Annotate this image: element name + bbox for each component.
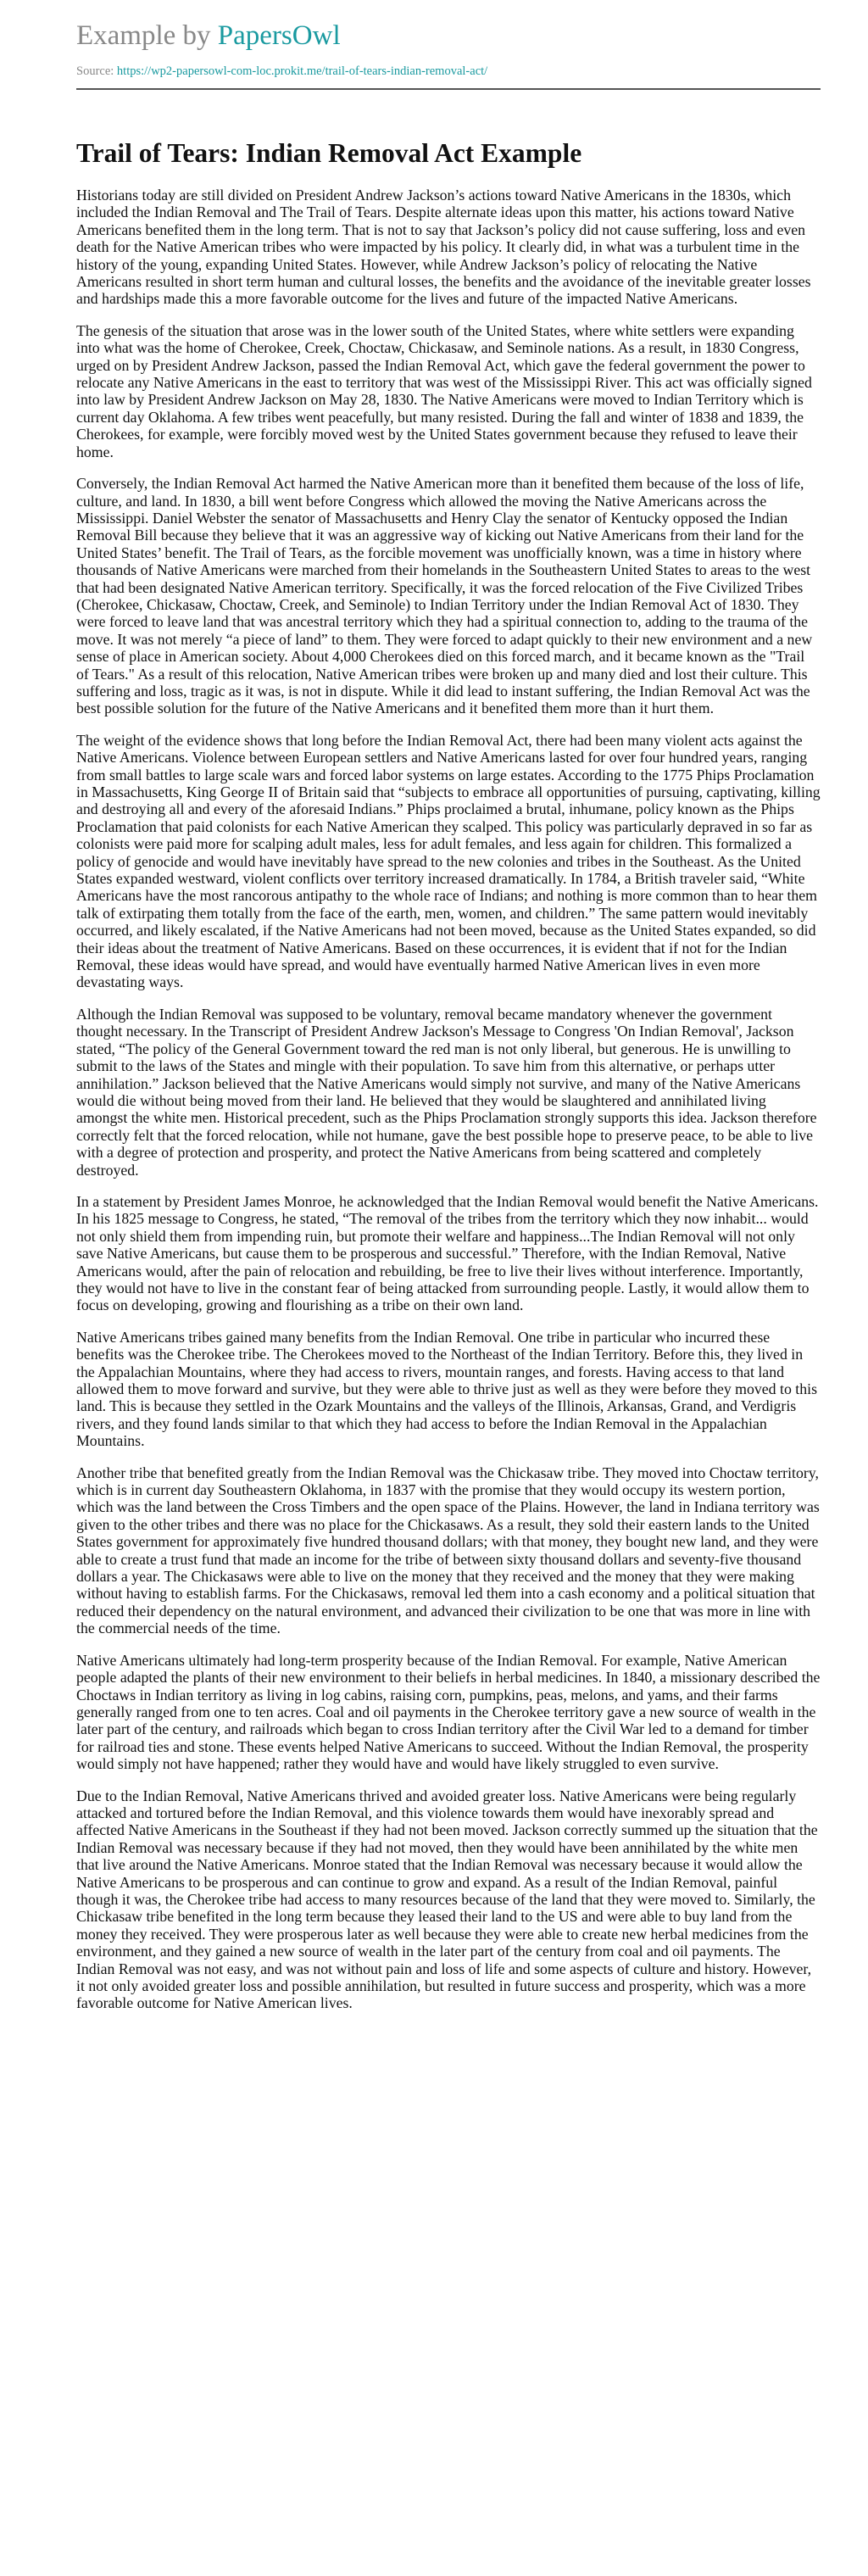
essay-paragraph: Due to the Indian Removal, Native Americans thrived and avoided greater loss. Native Americans were being regularly attacked and tortured before the Indian Removal, and this violence towards them would have inexorably spread and affected Native Americans in the Southeast if they had not been moved. Jackson correctly summed up the situation that the Indian Removal was necessary because if they had not moved, then they would have been annihilated by the white men that live around the Native Americans. Monroe stated that the Indian Removal was necessary because it would allow the Native Americans to be prosperous and can continue to grow and expand. As a result of the Indian Removal, painful though it was, the Cherokee tribe had access to many resources because of the land that they were moved to. Similarly, the Chickasaw tribe benefited in the long term because they leased their land to the US and were able to buy land from the money they received. They were prosperous later as well because they were able to create new herbal medicines from the environment, and they gained a new source of wealth in the later part of the century from coal and oil payments. The Indian Removal was not easy, and was not without pain and loss of life and some aspects of culture and history. However, it not only avoided greater loss and possible annihilation, but resulted in future success and prosperity, which was a more favorable outcome for Native American lives. — [76, 1787, 818, 2012]
essay-title: Trail of Tears: Indian Removal Act Example — [76, 138, 582, 168]
header-divider — [76, 88, 821, 90]
brand-prefix: Example by — [76, 20, 218, 51]
essay-paragraph: Native Americans ultimately had long-term prosperity because of the Indian Removal. For example, Native American people adapted the plants of their new environment to their beliefs in herbal medicines. In 1840, a missionary described the Choctaws in Indian territory as living in log cabins, raising corn, pumpkins, peas, melons, and yams, and their farms generally ranged from one to ten acres. Coal and oil payments in the Cherokee territory gave a new source of wealth in the later part of the century, and railroads which began to cross Indian territory after the Civil War led to a demand for timber for railroad ties and stone. These events helped Native Americans to succeed. Without the Indian Removal, the prosperity would simply not have happened; rather they would have and would have likely struggled to even survive. — [76, 1651, 821, 1773]
essay-paragraph: In a statement by President James Monroe, he acknowledged that the Indian Removal would benefit the Native Americans. In his 1825 message to Congress, he stated, “The removal of the tribes from the territory which they now inhabit... would not only shield them from impending ruin, but promote their welfare and happiness...The Indian Removal will not only save Native Americans, but cause them to be prosperous and successful.” Therefore, with the Indian Removal, Native Americans would, after the pain of relocation and rebuilding, be free to live their lives without interference. Importantly, they would not have to live in the constant fear of being attacked from surrounding people. Lastly, it would allow them to focus on developing, growing and flourishing as a tribe on their own land. — [76, 1192, 819, 1314]
essay-paragraph: Native Americans tribes gained many benefits from the Indian Removal. One tribe in particular who incurred these benefits was the Cherokee tribe. The Cherokees moved to the Northeast of the Indian Territory. Before this, they lived in the Appalachian Mountains, where they had access to rivers, mountain ranges, and forests. Having access to that land allowed them to move forward and survive, but they were able to thrive just as well as they were before they moved to this land. This is because they settled in the Ozark Mountains and the valleys of the Illinois, Arkansas, Grand, and Verdigris rivers, and they found lands similar to that which they had access to before the Indian Removal in the Appalachian Mountains. — [76, 1328, 817, 1450]
essay-paragraph: The genesis of the situation that arose was in the lower south of the United States, where white settlers were expanding into what was the home of Cherokee, Creek, Choctaw, Chickasaw, and Seminole nations. As a result, in 1830 Congress, urged on by President Andrew Jackson, passed the Indian Removal Act, which gave the federal government the power to relocate any Native Americans in the east to territory that was west of the Mississippi River. This act was officially signed into law by President Andrew Jackson on May 28, 1830. The Native Americans were moved to Indian Territory which is current day Oklahoma. A few tribes went peacefully, but many resisted. During the fall and winter of 1838 and 1839, the Cherokees, for example, were forcibly moved west by the United States government because they refused to leave their home. — [76, 321, 812, 460]
essay-paragraph: Historians today are still divided on President Andrew Jackson’s actions toward Native Americans in the 1830s, which included the Indian Removal and The Trail of Tears. Despite alternate ideas upon this matter, his actions toward Native Americans benefited them in the long term. That is not to say that Jackson’s policy did not cause suffering, loss and even death for the Native American tribes who were impacted by his policy. It clearly did, in what was a turbulent time in the history of the young, expanding United States. However, while Andrew Jackson’s policy of relocating the Native Americans resulted in short term human and cultural losses, the benefits and the avoidance of the inevitable greater losses and hardships made this a more favorable outcome for the lives and future of the impacted Native Americans. — [76, 187, 811, 308]
source-line — [76, 63, 821, 80]
source-url-link[interactable]: https://wp2-papersowl-com-loc.prokit.me/trail-of-tears-indian-removal-act/ — [116, 64, 488, 78]
essay-paragraph: Conversely, the Indian Removal Act harmed the Native American more than it benefited them because of the loss of life, culture, and land. In 1830, a bill went before Congress which allowed the moving the Native Americans across the Mississippi. Daniel Webster the senator of Massachusetts and Henry Clay the senator of Kentucky opposed the Indian Removal Bill because they believe that it was an aggressive way of kicking out Native Americans from their land for the United States’ benefit. The Trail of Tears, as the forcible movement was unofficially known, was a time in history where thousands of Native Americans were marched from their homelands in the Southeastern United States to areas to the west that had been designated Native American territory. Specifically, it was the forced relocation of the Five Civilized Tribes (Cherokee, Chickasaw, Choctaw, Creek, and Seminole) to Indian Territory under the Indian Removal Act of 1830. They were forced to leave land that was ancestral territory which they had a spiritual connection to, adding to the trauma of the move. It was not merely “a piece of land” to them. They were forced to adapt quickly to their new environment and a new sense of place in American society. About 4,000 Cherokees died on this forced march, and it became known as the "Trail of Tears." As a result of this relocation, Native American tribes were broken up and many died and lost their culture. This suffering and loss, tragic as it was, is not in dispute. While it did lead to instant suffering, the Indian Removal Act was the best possible solution for the future of the Native Americans and it benefited them more than it hurt them. — [76, 475, 813, 717]
essay-body — [76, 137, 821, 2012]
brand-name-link[interactable]: PapersOwl — [217, 20, 341, 51]
document-header — [76, 19, 821, 90]
brand-heading — [76, 19, 821, 53]
essay-paragraph: The weight of the evidence shows that long before the Indian Removal Act, there had been many violent acts against the Native Americans. Violence between European settlers and Native Americans lasted for over four hundred years, ranging from small battles to large scale wars and forced labor systems on large estates. According to the 1775 Phips Proclamation in Massachusetts, King George II of Britain said that “subjects to embrace all opportunities of pursuing, captivating, killing and destroying all and every of the aforesaid Indians.” Phips proclaimed a brutal, inhumane, policy known as the Phips Proclamation that paid colonists for each Native American they scalped. This policy was particularly depraved in so far as colonists were paid more for scalping adult males, less for adult females, and less again for children. This formalized a policy of genocide and would have inevitably have spread to the new colonies and tribes in the Southeast. As the United States expanded westward, violent conflicts over territory increased dramatically. In 1784, a British traveler said, “White Americans have the most rancorous antipathy to the whole race of Indians; and nothing is more common than to hear them talk of extirpating them totally from the face of the earth, men, women, and children.” The same pattern would inevitably occurred, and likely escalated, if the Native Americans had not been moved, because as the United States expanded, so did their ideas about the treatment of Native Americans. Based on these occurrences, it is evident that if not for the Indian Removal, these ideas would have spread, and would have eventually harmed Native American lives in even more devastating ways. — [76, 731, 821, 991]
essay-paragraph: Although the Indian Removal was supposed to be voluntary, removal became mandatory whenever the government thought necessary. In the Transcript of President Andrew Jackson's Message to Congress 'On Indian Removal', Jackson stated, “The policy of the General Government toward the red man is not only liberal, but generous. He is unwilling to submit to the laws of the States and mingle with their population. To save him from this alternative, or perhaps utter annihilation.” Jackson believed that the Native Americans would simply not survive, and many of the Native Americans would die without being moved from their land. He believed that they would be slaughtered and annihilated living amongst the white men. Historical precedent, such as the Phips Proclamation strongly supports this idea. Jackson therefore correctly felt that the forced relocation, while not humane, gave the best possible hope to preserve peace, to be able to live with a degree of protection and prosperity, and protect the Native Americans from being scattered and completely destroyed. — [76, 1005, 817, 1179]
essay-paragraph: Another tribe that benefited greatly from the Indian Removal was the Chickasaw tribe. They moved into Choctaw territory, which is in current day Southeastern Oklahoma, in 1837 with the promise that they would occupy its western portion, which was the land between the Cross Timbers and the open space of the Plains. However, the land in Indiana territory was given to the other tribes and there was no place for the Chickasaws. As a result, they sold their eastern lands to the United States government for approximately five hundred thousand dollars; with that money, they bought new land, and they were able to create a trust fund that made an income for the tribe of between sixty thousand dollars and seventy-five thousand dollars a year. The Chickasaws were able to live on the money that they received and the money that they were making without having to establish farms. For the Chickasaws, removal led them into a cash economy and a political situation that reduced their dependency on the natural environment, and advanced their civilization to be one that was more in line with the commercial needs of the time. — [76, 1464, 820, 1637]
source-label: Source: — [76, 64, 117, 78]
